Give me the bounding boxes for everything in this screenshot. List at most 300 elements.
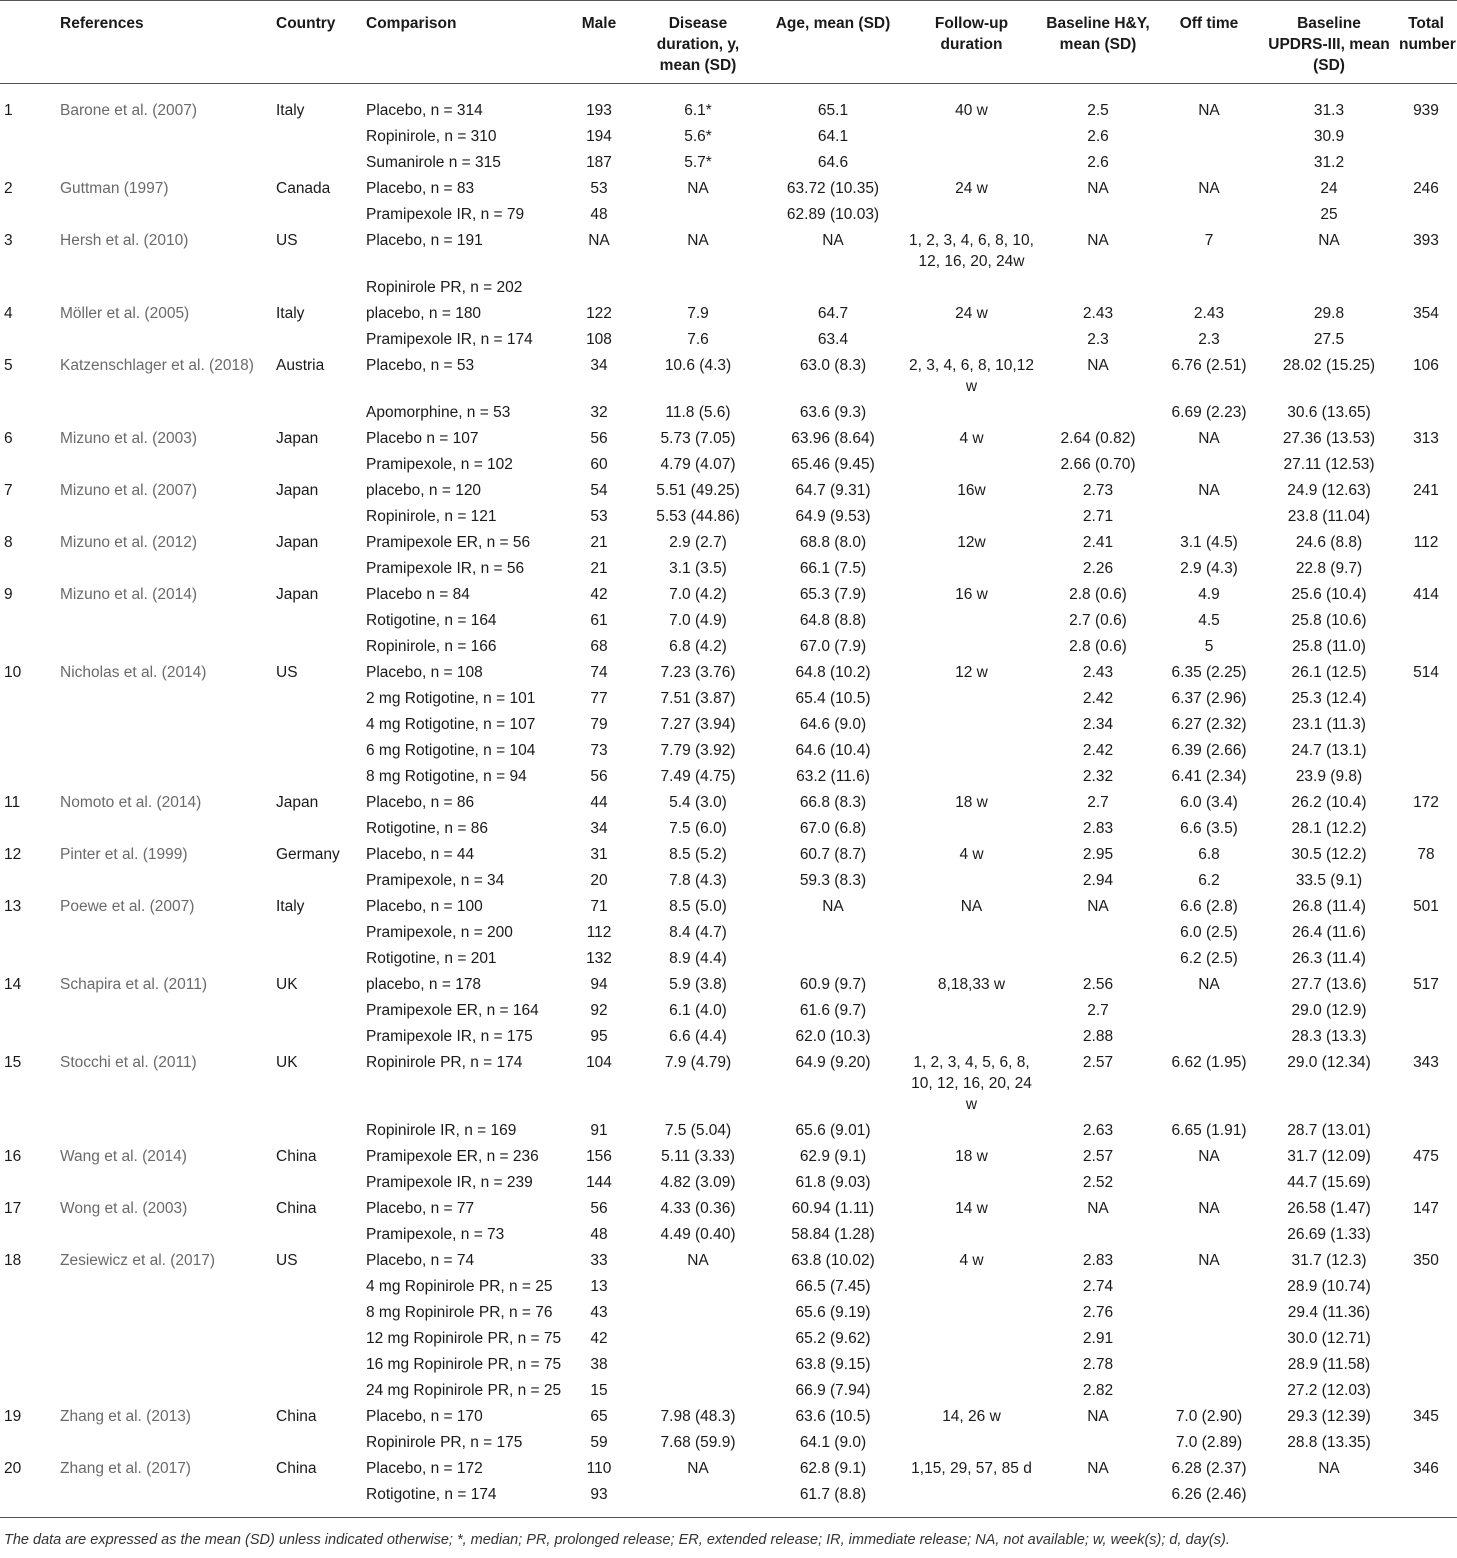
- cell-reference: Zhang et al. (2013): [60, 1408, 191, 1425]
- cell-age: NA: [822, 898, 844, 915]
- cell-follow-up: [902, 274, 1041, 300]
- cell-comparison: 4 mg Rotigotine, n = 107: [366, 716, 536, 733]
- cell-comparison: Ropinirole PR, n = 175: [366, 1434, 523, 1451]
- cell-reference: Katzenschlager et al. (2018): [60, 357, 254, 374]
- cell-off-time: 7: [1204, 232, 1214, 249]
- cell-baseline-updrs: 30.0 (12.71): [1287, 1330, 1371, 1347]
- cell-country: Japan: [276, 586, 319, 603]
- cell-country: [272, 555, 362, 581]
- cell-disease-duration: 7.23 (3.76): [660, 664, 736, 681]
- cell-baseline-hy: 2.73: [1082, 482, 1114, 499]
- cell-total-number: 246: [1413, 180, 1439, 197]
- cell-reference: Mizuno et al. (2014): [60, 586, 197, 603]
- table-row: [0, 763, 1457, 789]
- cell-baseline-hy: 2.34: [1082, 716, 1114, 733]
- cell-comparison: Placebo, n = 74: [366, 1252, 475, 1269]
- cell-disease-duration: [632, 1325, 764, 1351]
- cell-country: [272, 503, 362, 529]
- cell-male: 60: [590, 456, 608, 473]
- cell-reference: [56, 1377, 272, 1403]
- cell-age: 61.7 (8.8): [764, 1481, 902, 1518]
- cell-male: 92: [590, 1002, 608, 1019]
- cell-baseline-hy: 2.83: [1082, 820, 1114, 837]
- cell-comparison: Sumanirole n = 315: [366, 154, 501, 171]
- cell-baseline-updrs: 24: [1320, 180, 1338, 197]
- cell-total-number: 501: [1413, 898, 1439, 915]
- table-row: [0, 175, 1457, 201]
- cell-country: Germany: [276, 846, 340, 863]
- cell-country: [272, 1377, 362, 1403]
- cell-follow-up: 16w: [957, 482, 986, 499]
- table-row: [0, 893, 1457, 919]
- cell-male: 48: [590, 1226, 608, 1243]
- cell-reference: Wang et al. (2014): [60, 1148, 187, 1165]
- cell-male: 53: [590, 508, 608, 525]
- cell-index: [0, 274, 56, 300]
- cell-index: [0, 867, 56, 893]
- cell-reference: [56, 274, 272, 300]
- cell-disease-duration: 8.9 (4.4): [669, 950, 727, 967]
- cell-total-number: 147: [1413, 1200, 1439, 1217]
- cell-reference: Wong et al. (2003): [60, 1200, 188, 1217]
- cell-off-time: 6.76 (2.51): [1171, 357, 1247, 374]
- cell-age: 66.8 (8.3): [799, 794, 867, 811]
- cell-age: NA: [822, 232, 844, 249]
- cell-baseline-updrs: 26.1 (12.5): [1291, 664, 1367, 681]
- cell-reference: Möller et al. (2005): [60, 305, 190, 322]
- cell-reference: Mizuno et al. (2012): [60, 534, 197, 551]
- cell-country: [272, 997, 362, 1023]
- cell-country: [272, 201, 362, 227]
- cell-disease-duration: 7.9: [687, 305, 709, 322]
- cell-baseline-updrs: 25.8 (11.0): [1292, 638, 1366, 655]
- cell-country: [272, 1169, 362, 1195]
- table-row: [0, 1455, 1457, 1481]
- cell-total-number: 345: [1413, 1408, 1439, 1425]
- cell-country: Japan: [276, 482, 319, 499]
- cell-baseline-hy: [1041, 274, 1155, 300]
- cell-total-number: 313: [1413, 430, 1439, 447]
- cell-index: 6: [4, 430, 13, 447]
- cell-index: [0, 1023, 56, 1049]
- cell-baseline-updrs: 30.9: [1313, 128, 1345, 145]
- cell-male: 112: [586, 924, 612, 941]
- cell-comparison: 8 mg Rotigotine, n = 94: [366, 768, 527, 785]
- cell-follow-up: 4 w: [959, 430, 984, 447]
- cell-index: [0, 1351, 56, 1377]
- cell-disease-duration: 7.5 (6.0): [669, 820, 727, 837]
- cell-follow-up: [902, 201, 1041, 227]
- cell-country: [272, 737, 362, 763]
- cell-baseline-updrs: 31.2: [1313, 154, 1345, 171]
- cell-baseline-updrs: NA: [1318, 232, 1340, 249]
- cell-total-number: [1395, 1377, 1457, 1403]
- cell-country: [272, 1299, 362, 1325]
- cell-reference: [56, 867, 272, 893]
- cell-total-number: 172: [1413, 794, 1439, 811]
- cell-comparison: Ropinirole, n = 166: [366, 638, 497, 655]
- cell-off-time: 6.2 (2.5): [1180, 950, 1238, 967]
- cell-reference: [56, 1351, 272, 1377]
- cell-off-time: [1155, 503, 1263, 529]
- table-row: [0, 997, 1457, 1023]
- cell-reference: [56, 1273, 272, 1299]
- cell-baseline-hy: [1041, 1481, 1155, 1518]
- cell-total-number: [1395, 919, 1457, 945]
- cell-country: [272, 1325, 362, 1351]
- cell-baseline-updrs: 24.7 (13.1): [1291, 742, 1367, 759]
- cell-off-time: [1155, 1273, 1263, 1299]
- cell-baseline-updrs: 29.0 (12.9): [1291, 1002, 1367, 1019]
- cell-index: [0, 451, 56, 477]
- cell-follow-up: 1,15, 29, 57, 85 d: [911, 1460, 1032, 1477]
- cell-baseline-updrs: 25: [1320, 206, 1338, 223]
- cell-country: [272, 919, 362, 945]
- cell-age: 62.9 (9.1): [799, 1148, 867, 1165]
- cell-baseline-updrs: 26.69 (1.33): [1287, 1226, 1371, 1243]
- cell-baseline-updrs: 31.7 (12.3): [1291, 1252, 1367, 1269]
- table-row: [0, 274, 1457, 300]
- cell-total-number: [1395, 1429, 1457, 1455]
- table-row: [0, 1221, 1457, 1247]
- cell-off-time: 6.26 (2.46): [1155, 1481, 1263, 1518]
- cell-total-number: 514: [1413, 664, 1439, 681]
- cell-age: 67.0 (6.8): [799, 820, 867, 837]
- cell-follow-up: [902, 1273, 1041, 1299]
- cell-baseline-hy: 2.83: [1082, 1252, 1114, 1269]
- cell-baseline-updrs: 28.9 (11.58): [1287, 1356, 1371, 1373]
- cell-country: [272, 685, 362, 711]
- cell-index: 11: [4, 794, 21, 811]
- cell-index: [0, 149, 56, 175]
- cell-comparison: Pramipexole IR, n = 56: [366, 560, 525, 577]
- cell-reference: [56, 326, 272, 352]
- cell-reference: [56, 1429, 272, 1455]
- cell-off-time: 3.1 (4.5): [1180, 534, 1238, 551]
- cell-country: [272, 1221, 362, 1247]
- cell-country: China: [276, 1148, 317, 1165]
- table-row: [0, 867, 1457, 893]
- cell-index: [0, 201, 56, 227]
- cell-index: 8: [4, 534, 13, 551]
- cell-follow-up: [902, 945, 1041, 971]
- cell-reference: [56, 945, 272, 971]
- cell-total-number: 78: [1417, 846, 1435, 863]
- cell-total-number: 393: [1413, 232, 1439, 249]
- cell-total-number: [1395, 763, 1457, 789]
- cell-comparison: Pramipexole, n = 73: [366, 1226, 505, 1243]
- cell-age: 64.6 (9.0): [799, 716, 867, 733]
- cell-country: [272, 867, 362, 893]
- header-disease-duration: Disease duration, y, mean (SD): [632, 1, 764, 84]
- cell-off-time: 2.3: [1198, 331, 1220, 348]
- cell-comparison: 4 mg Ropinirole PR, n = 25: [366, 1278, 553, 1295]
- cell-disease-duration: 6.1*: [684, 102, 712, 119]
- cell-baseline-updrs: 26.4 (11.6): [1292, 924, 1366, 941]
- cell-follow-up: [902, 123, 1041, 149]
- cell-off-time: 4.9: [1198, 586, 1220, 603]
- cell-follow-up: 4 w: [959, 1252, 984, 1269]
- cell-male: 34: [590, 820, 608, 837]
- cell-index: 4: [4, 305, 13, 322]
- cell-baseline-hy: 2.41: [1082, 534, 1114, 551]
- cell-reference: [56, 607, 272, 633]
- cell-index: [0, 997, 56, 1023]
- cell-reference: Zhang et al. (2017): [60, 1460, 191, 1477]
- cell-off-time: [1155, 451, 1263, 477]
- cell-baseline-hy: NA: [1087, 898, 1109, 915]
- cell-total-number: 350: [1413, 1252, 1439, 1269]
- cell-disease-duration: 6.8 (4.2): [669, 638, 727, 655]
- cell-reference: [56, 737, 272, 763]
- cell-age: 65.46 (9.45): [791, 456, 875, 473]
- cell-male: 34: [590, 357, 608, 374]
- cell-follow-up: [902, 149, 1041, 175]
- cell-disease-duration: 7.0 (4.2): [669, 586, 727, 603]
- cell-comparison: placebo, n = 120: [366, 482, 482, 499]
- cell-follow-up: [902, 1325, 1041, 1351]
- table-row: [0, 1169, 1457, 1195]
- table-row: [0, 1143, 1457, 1169]
- cell-total-number: [1395, 1117, 1457, 1143]
- cell-age: [764, 945, 902, 971]
- cell-off-time: [1155, 1325, 1263, 1351]
- cell-country: US: [276, 664, 298, 681]
- cell-age: 62.8 (9.1): [799, 1460, 867, 1477]
- table-row: [0, 84, 1457, 124]
- cell-comparison: 16 mg Ropinirole PR, n = 75: [366, 1356, 562, 1373]
- cell-reference: Guttman (1997): [60, 180, 169, 197]
- cell-disease-duration: 7.79 (3.92): [660, 742, 736, 759]
- cell-comparison: Ropinirole IR, n = 169: [366, 1122, 517, 1139]
- cell-index: [0, 1221, 56, 1247]
- cell-country: [272, 399, 362, 425]
- cell-comparison: Pramipexole ER, n = 164: [366, 1002, 539, 1019]
- cell-age: 64.9 (9.20): [795, 1054, 871, 1071]
- cell-total-number: 241: [1413, 482, 1439, 499]
- cell-baseline-hy: 2.57: [1082, 1054, 1114, 1071]
- cell-off-time: NA: [1198, 1148, 1220, 1165]
- cell-country: [272, 633, 362, 659]
- table-row: [0, 529, 1457, 555]
- cell-disease-duration: 7.27 (3.94): [660, 716, 736, 733]
- cell-baseline-updrs: 26.2 (10.4): [1291, 794, 1367, 811]
- cell-index: [0, 919, 56, 945]
- cell-comparison: Placebo, n = 100: [366, 898, 483, 915]
- cell-reference: Nicholas et al. (2014): [60, 664, 207, 681]
- cell-total-number: 939: [1413, 102, 1439, 119]
- cell-off-time: 5: [1204, 638, 1214, 655]
- cell-index: 14: [4, 976, 22, 993]
- cell-age: 63.2 (11.6): [796, 768, 870, 785]
- cell-disease-duration: 6.6 (4.4): [669, 1028, 727, 1045]
- cell-follow-up: [902, 399, 1041, 425]
- cell-total-number: [1395, 1351, 1457, 1377]
- cell-comparison: 2 mg Rotigotine, n = 101: [366, 690, 536, 707]
- table-row: [0, 425, 1457, 451]
- cell-age: 62.0 (10.3): [795, 1028, 871, 1045]
- cell-baseline-hy: 2.7 (0.6): [1069, 612, 1127, 629]
- cell-baseline-hy: 2.7: [1087, 1002, 1109, 1019]
- cell-follow-up: 14 w: [955, 1200, 988, 1217]
- cell-male: 110: [586, 1460, 612, 1477]
- cell-baseline-hy: NA: [1087, 357, 1109, 374]
- cell-country: Japan: [276, 794, 319, 811]
- table-row: [0, 1429, 1457, 1455]
- cell-male: 43: [590, 1304, 608, 1321]
- cell-off-time: 6.27 (2.32): [1171, 716, 1247, 733]
- cell-age: 58.84 (1.28): [791, 1226, 875, 1243]
- cell-disease-duration: 7.98 (48.3): [660, 1408, 736, 1425]
- cell-baseline-updrs: 23.8 (11.04): [1287, 508, 1371, 525]
- cell-reference: Schapira et al. (2011): [60, 976, 208, 993]
- cell-baseline-updrs: 22.8 (9.7): [1295, 560, 1363, 577]
- cell-age: 66.1 (7.5): [799, 560, 867, 577]
- cell-off-time: NA: [1198, 1200, 1220, 1217]
- cell-off-time: 2.43: [1193, 305, 1225, 322]
- cell-reference: [56, 503, 272, 529]
- cell-comparison: Pramipexole IR, n = 175: [366, 1028, 533, 1045]
- cell-follow-up: 4 w: [959, 846, 984, 863]
- cell-baseline-updrs: 30.6 (13.65): [1287, 404, 1371, 421]
- cell-baseline-hy: 2.3: [1087, 331, 1109, 348]
- table-row: [0, 1299, 1457, 1325]
- table-row: [0, 607, 1457, 633]
- table-row: [0, 711, 1457, 737]
- cell-age: 64.1: [817, 128, 849, 145]
- cell-disease-duration: 4.49 (0.40): [660, 1226, 736, 1243]
- cell-comparison: Ropinirole PR, n = 174: [366, 1054, 523, 1071]
- cell-comparison: Ropinirole, n = 310: [366, 128, 497, 145]
- cell-male: 73: [590, 742, 608, 759]
- cell-baseline-updrs: 24.6 (8.8): [1295, 534, 1363, 551]
- cell-baseline-hy: 2.82: [1082, 1382, 1114, 1399]
- table-row: [0, 352, 1457, 399]
- cell-male: 32: [590, 404, 608, 421]
- cell-total-number: 343: [1413, 1054, 1439, 1071]
- cell-age: 60.9 (9.7): [799, 976, 867, 993]
- cell-comparison: placebo, n = 180: [366, 305, 482, 322]
- cell-reference: [56, 1117, 272, 1143]
- cell-age: 62.89 (10.03): [786, 206, 880, 223]
- cell-total-number: [1395, 945, 1457, 971]
- cell-index: [0, 123, 56, 149]
- cell-age: 65.4 (10.5): [795, 690, 871, 707]
- table-row: [0, 201, 1457, 227]
- cell-comparison: 6 mg Rotigotine, n = 104: [366, 742, 536, 759]
- cell-disease-duration: NA: [687, 1460, 709, 1477]
- cell-baseline-updrs: [1263, 1481, 1395, 1518]
- cell-comparison: Ropinirole, n = 121: [366, 508, 497, 525]
- cell-male: 42: [590, 1330, 608, 1347]
- header-reference: References: [56, 1, 272, 84]
- table-row: [0, 451, 1457, 477]
- cell-index: [0, 815, 56, 841]
- cell-baseline-updrs: 26.58 (1.47): [1287, 1200, 1371, 1217]
- cell-baseline-updrs: 25.8 (10.6): [1291, 612, 1367, 629]
- cell-baseline-updrs: 27.5: [1313, 331, 1345, 348]
- table-row: [0, 1117, 1457, 1143]
- cell-age: 68.8 (8.0): [799, 534, 867, 551]
- cell-age: 63.4: [817, 331, 849, 348]
- table-header: [0, 1, 1457, 84]
- cell-baseline-hy: 2.32: [1082, 768, 1114, 785]
- cell-baseline-updrs: 29.4 (11.36): [1287, 1304, 1371, 1321]
- cell-reference: [56, 1169, 272, 1195]
- cell-follow-up: [902, 1429, 1041, 1455]
- cell-baseline-hy: 2.71: [1082, 508, 1114, 525]
- cell-off-time: 6.41 (2.34): [1171, 768, 1247, 785]
- cell-male: NA: [588, 232, 610, 249]
- cell-off-time: [1155, 274, 1263, 300]
- cell-disease-duration: [632, 1351, 764, 1377]
- cell-comparison: placebo, n = 178: [366, 976, 482, 993]
- cell-country: [272, 763, 362, 789]
- cell-baseline-hy: 2.56: [1082, 976, 1114, 993]
- cell-baseline-hy: 2.26: [1082, 560, 1114, 577]
- cell-baseline-hy: 2.91: [1082, 1330, 1114, 1347]
- cell-off-time: NA: [1198, 482, 1220, 499]
- cell-disease-duration: NA: [687, 1252, 709, 1269]
- table-row: [0, 149, 1457, 175]
- table-row: [0, 1273, 1457, 1299]
- cell-reference: [56, 711, 272, 737]
- cell-age: 63.6 (10.5): [795, 1408, 871, 1425]
- cell-index: [0, 326, 56, 352]
- cell-disease-duration: 2.9 (2.7): [669, 534, 727, 551]
- cell-country: [272, 149, 362, 175]
- cell-comparison: Pramipexole, n = 200: [366, 924, 513, 941]
- header-comparison: Comparison: [362, 1, 566, 84]
- cell-comparison: Pramipexole ER, n = 56: [366, 534, 531, 551]
- cell-index: 20: [4, 1460, 22, 1477]
- cell-male: 132: [586, 950, 612, 967]
- cell-total-number: 414: [1413, 586, 1439, 603]
- cell-follow-up: [902, 1117, 1041, 1143]
- cell-age: 63.0 (8.3): [799, 357, 867, 374]
- cell-index: [0, 1117, 56, 1143]
- cell-follow-up: [902, 1023, 1041, 1049]
- cell-male: 33: [590, 1252, 608, 1269]
- cell-disease-duration: 7.68 (59.9): [660, 1434, 736, 1451]
- cell-comparison: Rotigotine, n = 86: [366, 820, 488, 837]
- cell-baseline-hy: 2.78: [1082, 1356, 1114, 1373]
- cell-comparison: 8 mg Ropinirole PR, n = 76: [366, 1304, 553, 1321]
- cell-off-time: 6.39 (2.66): [1171, 742, 1247, 759]
- cell-follow-up: [902, 1481, 1041, 1518]
- cell-off-time: 7.0 (2.90): [1175, 1408, 1243, 1425]
- cell-baseline-hy: 2.76: [1082, 1304, 1114, 1321]
- cell-baseline-hy: 2.52: [1082, 1174, 1114, 1191]
- cell-total-number: [1395, 737, 1457, 763]
- cell-off-time: [1155, 1351, 1263, 1377]
- header-age: Age, mean (SD): [764, 1, 902, 84]
- cell-reference: [56, 815, 272, 841]
- cell-male: 31: [590, 846, 608, 863]
- cell-baseline-updrs: 23.9 (9.8): [1295, 768, 1363, 785]
- cell-disease-duration: [632, 1377, 764, 1403]
- cell-disease-duration: 5.7*: [684, 154, 712, 171]
- cell-age: 59.3 (8.3): [799, 872, 867, 889]
- cell-comparison: Rotigotine, n = 174: [362, 1481, 566, 1518]
- cell-reference: [56, 685, 272, 711]
- cell-reference: [56, 201, 272, 227]
- cell-total-number: [1395, 607, 1457, 633]
- cell-baseline-updrs: 23.1 (11.3): [1292, 716, 1366, 733]
- cell-age: 63.8 (10.02): [791, 1252, 875, 1269]
- header-country: Country: [272, 1, 362, 84]
- cell-follow-up: NA: [960, 898, 983, 915]
